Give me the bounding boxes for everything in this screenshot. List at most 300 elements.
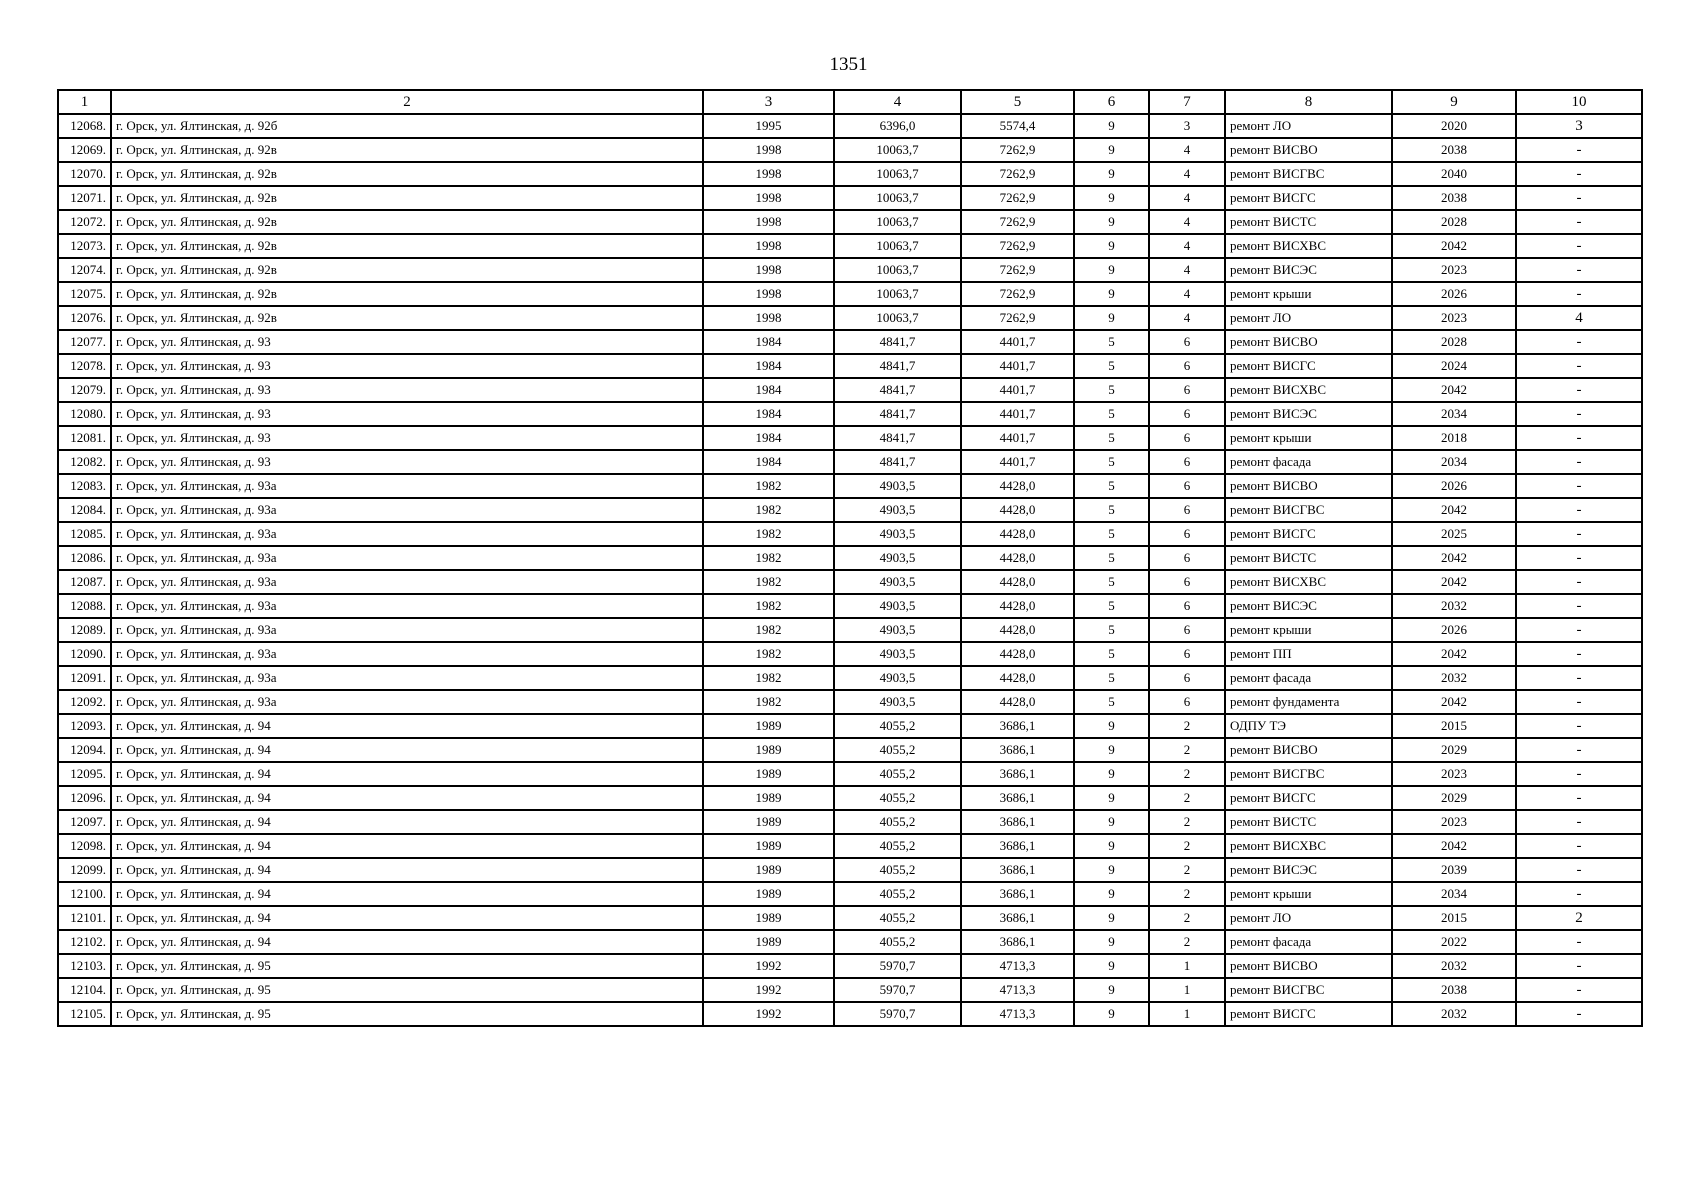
cell-column-10: - xyxy=(1516,450,1642,474)
cell-address: г. Орск, ул. Ялтинская, д. 94 xyxy=(111,762,703,786)
cell-work-type: ремонт ВИСЭС xyxy=(1225,402,1392,426)
cell-entrances: 4 xyxy=(1149,306,1225,330)
cell-column-10: - xyxy=(1516,234,1642,258)
cell-work-type: ремонт ВИСВО xyxy=(1225,138,1392,162)
cell-planned-year: 2023 xyxy=(1392,258,1516,282)
cell-floors: 5 xyxy=(1074,450,1149,474)
cell-year-built: 1989 xyxy=(703,906,834,930)
cell-floors: 9 xyxy=(1074,882,1149,906)
table-row xyxy=(58,762,1642,786)
cell-entrances: 4 xyxy=(1149,210,1225,234)
cell-living-area: 7262,9 xyxy=(961,162,1074,186)
cell-living-area: 4401,7 xyxy=(961,354,1074,378)
cell-address: г. Орск, ул. Ялтинская, д. 95 xyxy=(111,954,703,978)
cell-column-10: - xyxy=(1516,282,1642,306)
cell-floors: 5 xyxy=(1074,546,1149,570)
cell-floors: 5 xyxy=(1074,666,1149,690)
cell-living-area: 4401,7 xyxy=(961,378,1074,402)
cell-living-area: 4428,0 xyxy=(961,690,1074,714)
cell-planned-year: 2015 xyxy=(1392,906,1516,930)
cell-address: г. Орск, ул. Ялтинская, д. 93а xyxy=(111,546,703,570)
cell-floors: 9 xyxy=(1074,834,1149,858)
cell-total-area: 4903,5 xyxy=(834,474,961,498)
cell-column-10: - xyxy=(1516,690,1642,714)
column-header-10: 10 xyxy=(1516,90,1642,114)
cell-work-type: ремонт ВИСЭС xyxy=(1225,258,1392,282)
cell-year-built: 1998 xyxy=(703,162,834,186)
cell-planned-year: 2022 xyxy=(1392,930,1516,954)
cell-planned-year: 2038 xyxy=(1392,978,1516,1002)
cell-entrances: 1 xyxy=(1149,978,1225,1002)
cell-entrances: 4 xyxy=(1149,234,1225,258)
cell-year-built: 1998 xyxy=(703,210,834,234)
cell-address: г. Орск, ул. Ялтинская, д. 93 xyxy=(111,378,703,402)
table-row xyxy=(58,114,1642,138)
table-row xyxy=(58,882,1642,906)
cell-planned-year: 2042 xyxy=(1392,834,1516,858)
cell-year-built: 1998 xyxy=(703,258,834,282)
cell-living-area: 7262,9 xyxy=(961,258,1074,282)
cell-entrances: 2 xyxy=(1149,930,1225,954)
cell-living-area: 4428,0 xyxy=(961,570,1074,594)
cell-column-10: - xyxy=(1516,378,1642,402)
cell-planned-year: 2042 xyxy=(1392,498,1516,522)
cell-planned-year: 2023 xyxy=(1392,306,1516,330)
cell-column-10: - xyxy=(1516,474,1642,498)
cell-planned-year: 2039 xyxy=(1392,858,1516,882)
cell-row-number: 12094. xyxy=(58,738,111,762)
table-row xyxy=(58,210,1642,234)
cell-row-number: 12072. xyxy=(58,210,111,234)
cell-total-area: 4903,5 xyxy=(834,618,961,642)
cell-address: г. Орск, ул. Ялтинская, д. 92в xyxy=(111,138,703,162)
table-row xyxy=(58,786,1642,810)
cell-row-number: 12080. xyxy=(58,402,111,426)
cell-column-10: - xyxy=(1516,954,1642,978)
cell-work-type: ремонт крыши xyxy=(1225,282,1392,306)
cell-year-built: 1989 xyxy=(703,930,834,954)
cell-entrances: 6 xyxy=(1149,354,1225,378)
column-header-2: 2 xyxy=(111,90,703,114)
cell-entrances: 6 xyxy=(1149,330,1225,354)
table-row xyxy=(58,282,1642,306)
table-row xyxy=(58,330,1642,354)
cell-year-built: 1992 xyxy=(703,1002,834,1026)
cell-living-area: 4428,0 xyxy=(961,618,1074,642)
cell-row-number: 12100. xyxy=(58,882,111,906)
cell-column-10: - xyxy=(1516,666,1642,690)
table-row xyxy=(58,714,1642,738)
cell-address: г. Орск, ул. Ялтинская, д. 92в xyxy=(111,186,703,210)
cell-planned-year: 2034 xyxy=(1392,882,1516,906)
cell-planned-year: 2042 xyxy=(1392,378,1516,402)
cell-column-10: - xyxy=(1516,546,1642,570)
cell-year-built: 1982 xyxy=(703,570,834,594)
cell-row-number: 12097. xyxy=(58,810,111,834)
cell-entrances: 2 xyxy=(1149,810,1225,834)
cell-living-area: 4428,0 xyxy=(961,666,1074,690)
cell-floors: 9 xyxy=(1074,762,1149,786)
cell-total-area: 4903,5 xyxy=(834,666,961,690)
cell-planned-year: 2028 xyxy=(1392,330,1516,354)
cell-row-number: 12101. xyxy=(58,906,111,930)
cell-floors: 5 xyxy=(1074,498,1149,522)
cell-year-built: 1982 xyxy=(703,474,834,498)
cell-work-type: ремонт ВИСВО xyxy=(1225,474,1392,498)
cell-total-area: 10063,7 xyxy=(834,282,961,306)
cell-address: г. Орск, ул. Ялтинская, д. 94 xyxy=(111,834,703,858)
cell-work-type: ремонт ВИСГВС xyxy=(1225,498,1392,522)
cell-entrances: 2 xyxy=(1149,786,1225,810)
cell-column-10: - xyxy=(1516,738,1642,762)
cell-entrances: 6 xyxy=(1149,378,1225,402)
cell-year-built: 1998 xyxy=(703,186,834,210)
cell-living-area: 3686,1 xyxy=(961,738,1074,762)
cell-row-number: 12084. xyxy=(58,498,111,522)
cell-floors: 9 xyxy=(1074,978,1149,1002)
cell-row-number: 12090. xyxy=(58,642,111,666)
cell-entrances: 1 xyxy=(1149,1002,1225,1026)
cell-year-built: 1982 xyxy=(703,690,834,714)
cell-living-area: 3686,1 xyxy=(961,810,1074,834)
cell-entrances: 6 xyxy=(1149,426,1225,450)
cell-work-type: ремонт ВИСВО xyxy=(1225,330,1392,354)
cell-floors: 9 xyxy=(1074,186,1149,210)
cell-work-type: ремонт фасада xyxy=(1225,450,1392,474)
table-row xyxy=(58,906,1642,930)
cell-planned-year: 2015 xyxy=(1392,714,1516,738)
cell-column-10: - xyxy=(1516,402,1642,426)
cell-living-area: 3686,1 xyxy=(961,858,1074,882)
cell-work-type: ремонт ЛО xyxy=(1225,906,1392,930)
cell-year-built: 1984 xyxy=(703,330,834,354)
cell-address: г. Орск, ул. Ялтинская, д. 94 xyxy=(111,858,703,882)
cell-floors: 9 xyxy=(1074,810,1149,834)
cell-year-built: 1982 xyxy=(703,498,834,522)
table-row xyxy=(58,1002,1642,1026)
cell-planned-year: 2042 xyxy=(1392,690,1516,714)
cell-row-number: 12079. xyxy=(58,378,111,402)
cell-work-type: ремонт ВИСГС xyxy=(1225,354,1392,378)
cell-year-built: 1989 xyxy=(703,882,834,906)
cell-column-10: - xyxy=(1516,882,1642,906)
cell-planned-year: 2023 xyxy=(1392,810,1516,834)
table-row xyxy=(58,666,1642,690)
cell-year-built: 1984 xyxy=(703,426,834,450)
cell-column-10: - xyxy=(1516,762,1642,786)
table-row xyxy=(58,474,1642,498)
cell-planned-year: 2024 xyxy=(1392,354,1516,378)
cell-entrances: 2 xyxy=(1149,906,1225,930)
cell-address: г. Орск, ул. Ялтинская, д. 94 xyxy=(111,882,703,906)
cell-year-built: 1995 xyxy=(703,114,834,138)
cell-planned-year: 2042 xyxy=(1392,234,1516,258)
cell-floors: 5 xyxy=(1074,330,1149,354)
cell-column-10: - xyxy=(1516,498,1642,522)
cell-work-type: ремонт ВИСГВС xyxy=(1225,162,1392,186)
cell-column-10: - xyxy=(1516,162,1642,186)
cell-work-type: ремонт ВИСГВС xyxy=(1225,762,1392,786)
table-row xyxy=(58,738,1642,762)
cell-work-type: ремонт фундамента xyxy=(1225,690,1392,714)
cell-row-number: 12103. xyxy=(58,954,111,978)
cell-address: г. Орск, ул. Ялтинская, д. 93а xyxy=(111,570,703,594)
table-row xyxy=(58,234,1642,258)
cell-entrances: 6 xyxy=(1149,498,1225,522)
cell-year-built: 1989 xyxy=(703,810,834,834)
cell-address: г. Орск, ул. Ялтинская, д. 93а xyxy=(111,594,703,618)
cell-planned-year: 2028 xyxy=(1392,210,1516,234)
cell-address: г. Орск, ул. Ялтинская, д. 93а xyxy=(111,474,703,498)
cell-floors: 9 xyxy=(1074,306,1149,330)
table-row xyxy=(58,450,1642,474)
column-header-5: 5 xyxy=(961,90,1074,114)
cell-year-built: 1998 xyxy=(703,234,834,258)
cell-entrances: 6 xyxy=(1149,474,1225,498)
cell-total-area: 4055,2 xyxy=(834,810,961,834)
cell-address: г. Орск, ул. Ялтинская, д. 92в xyxy=(111,162,703,186)
cell-column-10: - xyxy=(1516,858,1642,882)
cell-floors: 9 xyxy=(1074,114,1149,138)
cell-entrances: 4 xyxy=(1149,138,1225,162)
cell-floors: 5 xyxy=(1074,642,1149,666)
cell-floors: 5 xyxy=(1074,522,1149,546)
cell-row-number: 12071. xyxy=(58,186,111,210)
cell-year-built: 1992 xyxy=(703,954,834,978)
cell-planned-year: 2034 xyxy=(1392,450,1516,474)
cell-address: г. Орск, ул. Ялтинская, д. 93а xyxy=(111,642,703,666)
cell-planned-year: 2042 xyxy=(1392,642,1516,666)
cell-column-10: - xyxy=(1516,978,1642,1002)
cell-total-area: 4841,7 xyxy=(834,354,961,378)
cell-address: г. Орск, ул. Ялтинская, д. 92в xyxy=(111,258,703,282)
cell-living-area: 5574,4 xyxy=(961,114,1074,138)
cell-total-area: 10063,7 xyxy=(834,306,961,330)
cell-entrances: 4 xyxy=(1149,258,1225,282)
cell-total-area: 4903,5 xyxy=(834,570,961,594)
cell-living-area: 4401,7 xyxy=(961,402,1074,426)
cell-total-area: 6396,0 xyxy=(834,114,961,138)
registry-table xyxy=(57,89,1643,1027)
cell-total-area: 4055,2 xyxy=(834,930,961,954)
cell-planned-year: 2029 xyxy=(1392,738,1516,762)
cell-year-built: 1982 xyxy=(703,666,834,690)
cell-total-area: 5970,7 xyxy=(834,1002,961,1026)
cell-column-10: - xyxy=(1516,258,1642,282)
cell-entrances: 6 xyxy=(1149,402,1225,426)
table-row xyxy=(58,138,1642,162)
cell-row-number: 12077. xyxy=(58,330,111,354)
cell-planned-year: 2032 xyxy=(1392,1002,1516,1026)
cell-row-number: 12104. xyxy=(58,978,111,1002)
cell-column-10: 3 xyxy=(1516,114,1642,138)
column-header-9: 9 xyxy=(1392,90,1516,114)
cell-planned-year: 2042 xyxy=(1392,546,1516,570)
cell-work-type: ремонт фасада xyxy=(1225,930,1392,954)
cell-living-area: 4428,0 xyxy=(961,642,1074,666)
table-row xyxy=(58,186,1642,210)
cell-planned-year: 2032 xyxy=(1392,666,1516,690)
cell-column-10: - xyxy=(1516,594,1642,618)
cell-floors: 5 xyxy=(1074,378,1149,402)
table-row xyxy=(58,594,1642,618)
cell-address: г. Орск, ул. Ялтинская, д. 93 xyxy=(111,450,703,474)
cell-living-area: 3686,1 xyxy=(961,882,1074,906)
cell-living-area: 3686,1 xyxy=(961,834,1074,858)
cell-living-area: 7262,9 xyxy=(961,210,1074,234)
table-row xyxy=(58,858,1642,882)
cell-planned-year: 2026 xyxy=(1392,618,1516,642)
cell-entrances: 6 xyxy=(1149,522,1225,546)
cell-total-area: 4903,5 xyxy=(834,546,961,570)
cell-column-10: - xyxy=(1516,186,1642,210)
cell-work-type: ремонт фасада xyxy=(1225,666,1392,690)
cell-total-area: 4903,5 xyxy=(834,498,961,522)
cell-floors: 9 xyxy=(1074,138,1149,162)
cell-floors: 5 xyxy=(1074,402,1149,426)
cell-work-type: ремонт ВИСХВС xyxy=(1225,570,1392,594)
cell-column-10: - xyxy=(1516,426,1642,450)
page-number: 1351 xyxy=(829,54,868,75)
cell-total-area: 4903,5 xyxy=(834,690,961,714)
table-row xyxy=(58,498,1642,522)
cell-column-10: 2 xyxy=(1516,906,1642,930)
cell-total-area: 4841,7 xyxy=(834,426,961,450)
cell-entrances: 6 xyxy=(1149,546,1225,570)
cell-column-10: - xyxy=(1516,642,1642,666)
cell-floors: 9 xyxy=(1074,930,1149,954)
cell-row-number: 12098. xyxy=(58,834,111,858)
cell-total-area: 5970,7 xyxy=(834,954,961,978)
column-header-4: 4 xyxy=(834,90,961,114)
cell-address: г. Орск, ул. Ялтинская, д. 95 xyxy=(111,1002,703,1026)
cell-living-area: 4401,7 xyxy=(961,426,1074,450)
cell-column-10: - xyxy=(1516,714,1642,738)
cell-living-area: 4713,3 xyxy=(961,954,1074,978)
cell-planned-year: 2038 xyxy=(1392,138,1516,162)
cell-total-area: 10063,7 xyxy=(834,258,961,282)
cell-column-10: - xyxy=(1516,330,1642,354)
cell-work-type: ОДПУ ТЭ xyxy=(1225,714,1392,738)
cell-living-area: 3686,1 xyxy=(961,762,1074,786)
cell-row-number: 12095. xyxy=(58,762,111,786)
cell-planned-year: 2025 xyxy=(1392,522,1516,546)
cell-year-built: 1984 xyxy=(703,354,834,378)
table-row xyxy=(58,546,1642,570)
cell-living-area: 4428,0 xyxy=(961,474,1074,498)
cell-address: г. Орск, ул. Ялтинская, д. 93а xyxy=(111,522,703,546)
cell-living-area: 7262,9 xyxy=(961,306,1074,330)
cell-entrances: 6 xyxy=(1149,570,1225,594)
cell-floors: 5 xyxy=(1074,594,1149,618)
table-row xyxy=(58,354,1642,378)
cell-address: г. Орск, ул. Ялтинская, д. 92в xyxy=(111,210,703,234)
cell-floors: 5 xyxy=(1074,618,1149,642)
table-row xyxy=(58,570,1642,594)
cell-entrances: 4 xyxy=(1149,186,1225,210)
cell-column-10: - xyxy=(1516,1002,1642,1026)
cell-row-number: 12088. xyxy=(58,594,111,618)
cell-column-10: - xyxy=(1516,930,1642,954)
cell-year-built: 1989 xyxy=(703,786,834,810)
cell-entrances: 2 xyxy=(1149,834,1225,858)
cell-total-area: 10063,7 xyxy=(834,234,961,258)
cell-floors: 9 xyxy=(1074,858,1149,882)
cell-floors: 9 xyxy=(1074,234,1149,258)
cell-year-built: 1989 xyxy=(703,714,834,738)
cell-column-10: - xyxy=(1516,786,1642,810)
cell-floors: 9 xyxy=(1074,282,1149,306)
cell-entrances: 4 xyxy=(1149,282,1225,306)
cell-row-number: 12078. xyxy=(58,354,111,378)
cell-work-type: ремонт крыши xyxy=(1225,426,1392,450)
cell-floors: 5 xyxy=(1074,354,1149,378)
cell-living-area: 4713,3 xyxy=(961,978,1074,1002)
cell-entrances: 6 xyxy=(1149,690,1225,714)
cell-year-built: 1982 xyxy=(703,594,834,618)
cell-planned-year: 2038 xyxy=(1392,186,1516,210)
cell-floors: 5 xyxy=(1074,474,1149,498)
cell-work-type: ремонт ВИСТС xyxy=(1225,210,1392,234)
cell-address: г. Орск, ул. Ялтинская, д. 92в xyxy=(111,234,703,258)
cell-work-type: ремонт ВИСГС xyxy=(1225,1002,1392,1026)
cell-floors: 9 xyxy=(1074,714,1149,738)
cell-year-built: 1989 xyxy=(703,858,834,882)
cell-address: г. Орск, ул. Ялтинская, д. 92в xyxy=(111,306,703,330)
cell-entrances: 2 xyxy=(1149,882,1225,906)
cell-address: г. Орск, ул. Ялтинская, д. 93а xyxy=(111,690,703,714)
cell-total-area: 10063,7 xyxy=(834,138,961,162)
cell-work-type: ремонт ВИСТС xyxy=(1225,546,1392,570)
cell-work-type: ремонт ВИСТС xyxy=(1225,810,1392,834)
cell-floors: 5 xyxy=(1074,426,1149,450)
cell-floors: 9 xyxy=(1074,162,1149,186)
column-header-6: 6 xyxy=(1074,90,1149,114)
cell-work-type: ремонт ВИСВО xyxy=(1225,954,1392,978)
cell-row-number: 12091. xyxy=(58,666,111,690)
column-header-1: 1 xyxy=(58,90,111,114)
cell-living-area: 3686,1 xyxy=(961,930,1074,954)
cell-row-number: 12081. xyxy=(58,426,111,450)
table-row xyxy=(58,426,1642,450)
cell-address: г. Орск, ул. Ялтинская, д. 93а xyxy=(111,666,703,690)
cell-total-area: 4055,2 xyxy=(834,714,961,738)
cell-total-area: 4903,5 xyxy=(834,594,961,618)
cell-address: г. Орск, ул. Ялтинская, д. 93 xyxy=(111,426,703,450)
cell-row-number: 12105. xyxy=(58,1002,111,1026)
cell-column-10: - xyxy=(1516,522,1642,546)
table-row xyxy=(58,306,1642,330)
cell-living-area: 4428,0 xyxy=(961,522,1074,546)
cell-living-area: 4401,7 xyxy=(961,330,1074,354)
cell-living-area: 4428,0 xyxy=(961,594,1074,618)
cell-work-type: ремонт ВИСВО xyxy=(1225,738,1392,762)
column-header-8: 8 xyxy=(1225,90,1392,114)
cell-work-type: ремонт ВИСЭС xyxy=(1225,594,1392,618)
cell-living-area: 4401,7 xyxy=(961,450,1074,474)
cell-total-area: 4841,7 xyxy=(834,402,961,426)
table-row xyxy=(58,834,1642,858)
cell-address: г. Орск, ул. Ялтинская, д. 94 xyxy=(111,714,703,738)
cell-work-type: ремонт ЛО xyxy=(1225,306,1392,330)
table-body xyxy=(58,114,1642,1026)
cell-entrances: 2 xyxy=(1149,858,1225,882)
cell-planned-year: 2032 xyxy=(1392,954,1516,978)
cell-row-number: 12085. xyxy=(58,522,111,546)
cell-living-area: 7262,9 xyxy=(961,282,1074,306)
cell-planned-year: 2026 xyxy=(1392,474,1516,498)
cell-column-10: - xyxy=(1516,138,1642,162)
